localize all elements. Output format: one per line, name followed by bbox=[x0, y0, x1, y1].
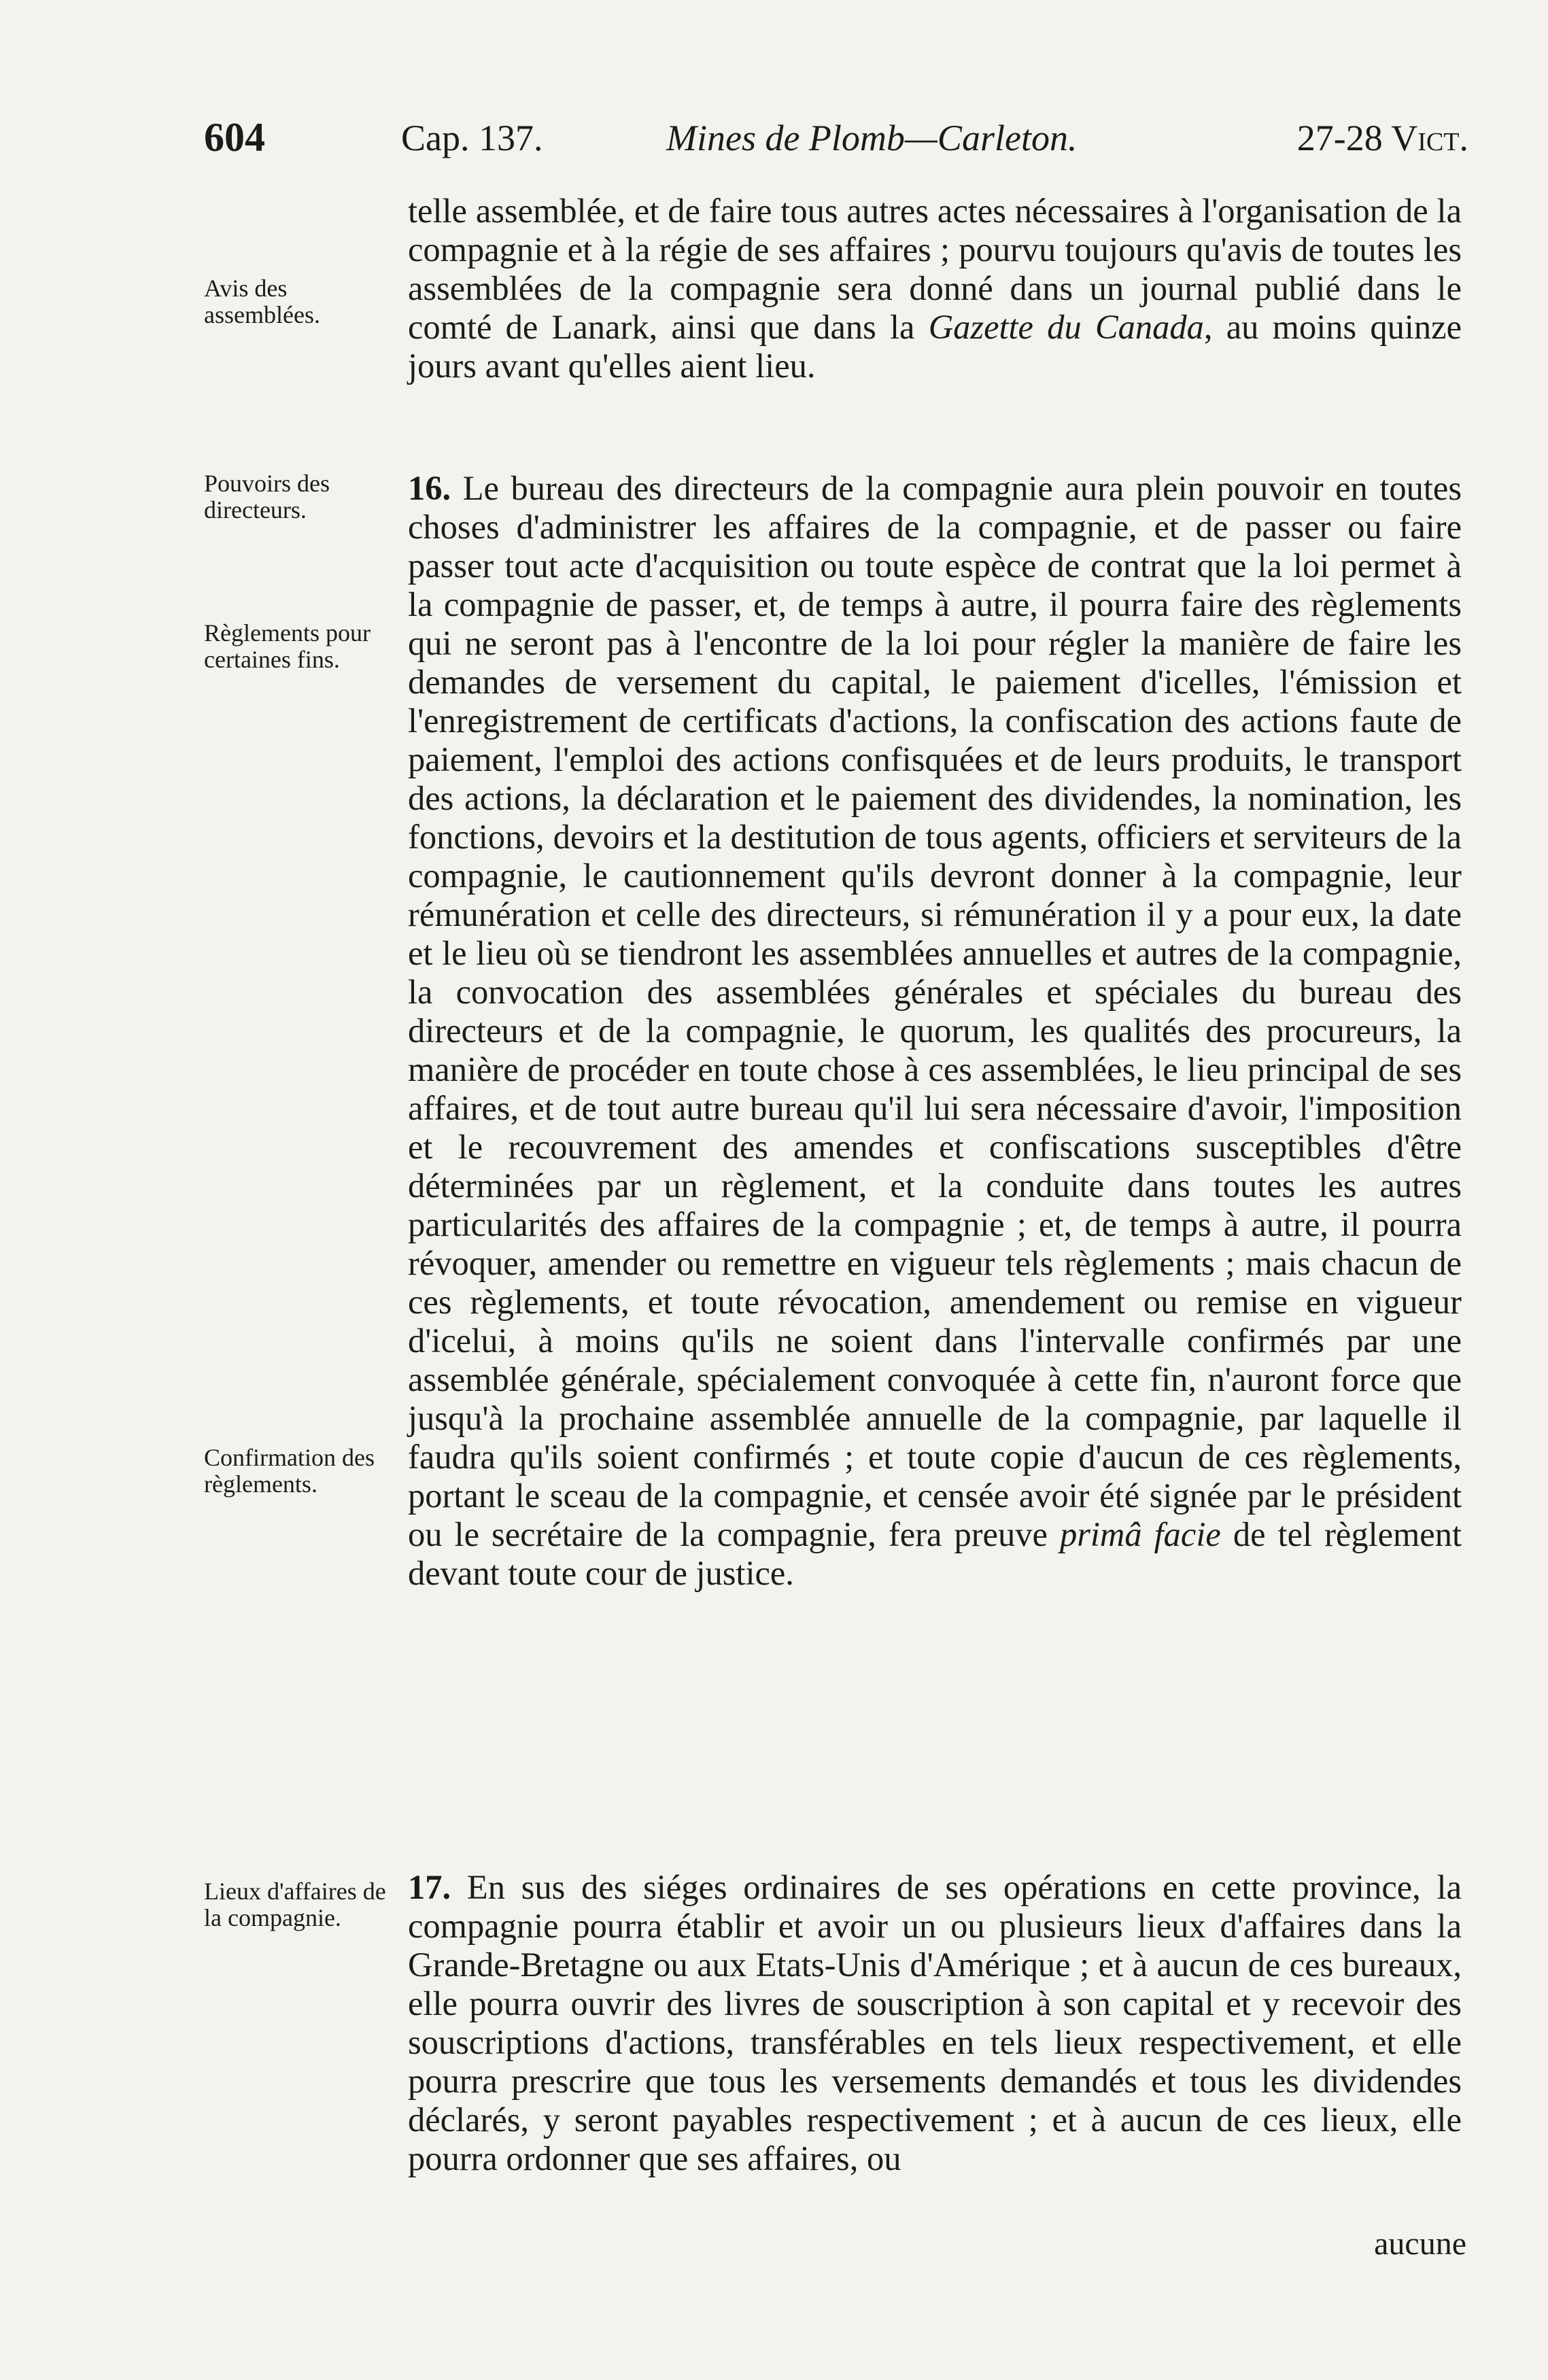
section-17-text: En sus des siéges ordinaires de ses opérations en cette province, la compagnie pourra établir et avoir un ou plusieurs lieux d'affaires dans la Grande-Bretagne ou aux Etats-Unis d'Amérique ; et à aucun de ces bureaux, elle pourra ouvrir des livres de souscription à son capital et y recevoir des souscriptions d'actions, transférables en tels lieux respectivement, et elle pourra prescrire que tous les versements demandés et tous les dividendes déclarés, y seront payables respectivement ; et à aucun de ces lieux, elle pourra ordonner que ses affaires, ou bbox=[408, 1868, 1462, 2177]
para-text-b: , au moins quinze jours avant qu'elles aient lieu. bbox=[408, 308, 1462, 385]
section-16-text: Le bureau des directeurs de la compagnie aura plein pouvoir en toutes choses d'administrer les affaires de la compagnie, et de passer ou faire passer tout acte d'acquisition ou toute espèce de contrat que la loi permet à la compagnie de passer, et, de temps à autre, il pourra faire des règlements qui ne seront pas à l'encontre de la loi pour régler la manière de faire les demandes de versement du capital, le paiement d'icelles, l'émission et l'enregistrement de certificats d'actions, la confiscation des actions faute de paiement, l'emploi des actions confisquées et de leurs produits, le transport des actions, la déclaration et le paiement des dividendes, la nomination, les fonctions, devoirs et la destitution de tous agents, officiers et serviteurs de la compagnie, le cautionnement qu'ils devront donner à la compagnie, leur rémunération et celle des directeurs, si rémunération il y a pour eux, la date et le lieu où se tiendront les assemblées annuelles et autres de la compagnie, la convocation des assemblées générales et spéciales du bureau des directeurs et de la compagnie, le quorum, les qualités des procureurs, la manière de procéder en toute chose à ces assemblées, le lieu principal de ses affaires, et de tout autre bureau qu'il lui sera nécessaire d'avoir, l'imposition et le recouvrement des amendes et confiscations susceptibles d'être déterminées par un règlement, et la conduite dans toutes les autres particularités des affaires de la compagnie ; et, de temps à autre, il pourra révoquer, amender ou remettre en vigueur tels règlements ; mais chacun de ces règlements, et toute révocation, amendement ou remise en vigueur d'icelui, à moins qu'ils ne soient dans l'intervalle confirmés par une assemblée générale, spécialement convoquée à cette fin, n'auront force que jusqu'à la prochaine assemblée annuelle de la compagnie, par laquelle il faudra qu'ils soient confirmés ; et toute copie d'aucun de ces règlements, portant le sceau de la compagnie, et censée avoir été signée par le président ou le secrétaire de la compagnie, fera preuve bbox=[408, 469, 1462, 1553]
margin-note-avis: Avis des assemblées. bbox=[204, 275, 320, 328]
section-17-number: 17. bbox=[408, 1868, 451, 1906]
running-header bbox=[204, 114, 1468, 169]
margin-note-confirmation: Confirmation des règlements. bbox=[204, 1444, 375, 1498]
section-16 bbox=[408, 469, 1462, 1593]
page-number: 604 bbox=[204, 115, 265, 160]
section-16-number: 16. bbox=[408, 469, 451, 507]
margin-note-reglements: Règlements pour certaines fins. bbox=[204, 619, 371, 673]
para-text-a: telle assemblée, et de faire tous autres actes nécessaires à l'organisation de la compagnie et à la régie de ses affaires ; pourvu toujours qu'avis de toutes les assemblées de la compagnie sera donné dans un journal publié dans le comté de Lanark, ainsi que dans la bbox=[408, 192, 1462, 346]
margin-note-lieux: Lieux d'affaires de la compagnie. bbox=[204, 1878, 386, 1931]
header-year: 27-28 Vict. bbox=[1296, 118, 1468, 158]
chapter-ref: Cap. 137. bbox=[401, 118, 543, 158]
paragraph-continued bbox=[408, 192, 1462, 385]
gazette-italic: Gazette du Canada bbox=[928, 308, 1204, 346]
catchword: aucune bbox=[1374, 2226, 1466, 2262]
prima-facie-italic: primâ facie bbox=[1059, 1515, 1221, 1553]
header-title: Mines de Plomb—Carleton. bbox=[666, 118, 1078, 158]
margin-note-pouvoirs: Pouvoirs des directeurs. bbox=[204, 470, 330, 523]
section-16-end: de tel règlement devant toute cour de justice. bbox=[408, 1515, 1462, 1592]
section-17 bbox=[408, 1868, 1462, 2178]
